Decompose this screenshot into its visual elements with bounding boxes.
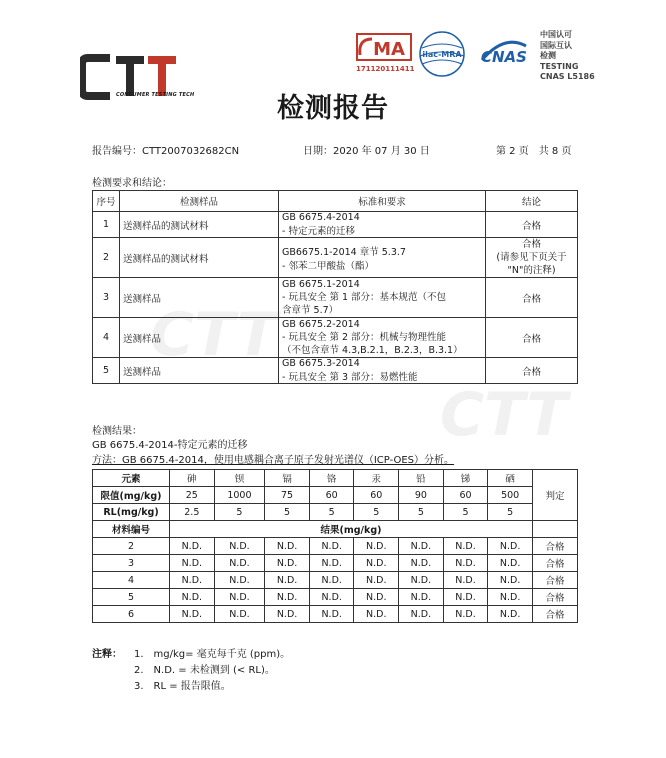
- cma-label: MA: [373, 39, 405, 60]
- limit-value: 25: [170, 487, 215, 504]
- rl-value: 5: [214, 504, 265, 521]
- rl-row: [93, 504, 578, 521]
- table-row: [93, 318, 578, 358]
- result-value: N.D.: [488, 589, 533, 606]
- row-standard: GB 6675.2-2014 - 玩具安全 第 2 部分：机械与物理性能 （不包含章节 4.3,B.2.1，B.2.3，B.3.1）: [279, 318, 486, 358]
- table-row: [93, 606, 578, 623]
- element-label: 元素: [93, 470, 170, 487]
- result-value: N.D.: [443, 589, 488, 606]
- result-value: N.D.: [265, 606, 310, 623]
- row-result: 合格: [486, 318, 578, 358]
- table-row: [93, 238, 578, 278]
- rl-value: 5: [488, 504, 533, 521]
- element-name: 汞: [354, 470, 399, 487]
- notes: [92, 647, 290, 695]
- row-standard: GB 6675.1-2014 - 玩具安全 第 1 部分：基本规范（不包 含章节 5.7）: [279, 278, 486, 318]
- results-method: 方法：GB 6675.4-2014，使用电感耦合离子原子发射光谱仪（ICP-OES）分析。: [92, 455, 455, 466]
- element-name: 硒: [488, 470, 533, 487]
- result-value: N.D.: [309, 589, 354, 606]
- limit-value: 1000: [214, 487, 265, 504]
- col-header: 序号: [93, 191, 120, 212]
- logo-tagline: CONSUMER TESTING TECH: [116, 92, 195, 98]
- judge-value: 合格: [533, 555, 578, 572]
- watermark: CTT: [440, 380, 568, 450]
- table-header-row: [93, 191, 578, 212]
- rl-value: 5: [443, 504, 488, 521]
- table-row: [93, 212, 578, 238]
- row-result: 合格: [486, 358, 578, 384]
- row-result: 合格 (请参见下页关于 "N"的注释): [486, 238, 578, 278]
- row-number: 5: [93, 358, 120, 384]
- ilac-logo: [416, 30, 468, 78]
- note-item: 1. mg/kg= 毫克每千克 (ppm)。: [134, 649, 291, 660]
- row-sample: 送测样品: [120, 358, 279, 384]
- result-value: N.D.: [488, 572, 533, 589]
- rl-value: 2.5: [170, 504, 215, 521]
- row-standard: GB6675.1-2014 章节 5.3.7 - 邻苯二甲酸盐（酯）: [279, 238, 486, 278]
- table-row: [93, 572, 578, 589]
- limit-label: 限值(mg/kg): [93, 487, 170, 504]
- material-number: 3: [93, 555, 170, 572]
- judge-value: 合格: [533, 589, 578, 606]
- judge-header: 判定: [533, 470, 578, 521]
- result-value: N.D.: [354, 538, 399, 555]
- row-number: 4: [93, 318, 120, 358]
- result-value: N.D.: [354, 555, 399, 572]
- watermark: CTT: [150, 300, 278, 370]
- material-number: 5: [93, 589, 170, 606]
- limit-value: 90: [399, 487, 444, 504]
- result-value: N.D.: [170, 555, 215, 572]
- row-standard: GB 6675.4-2014 - 特定元素的迁移: [279, 212, 486, 238]
- results-standard: GB 6675.4-2014-特定元素的迁移: [92, 440, 248, 451]
- result-value: N.D.: [399, 589, 444, 606]
- element-row: [93, 470, 578, 487]
- cnas-logo: [474, 30, 534, 72]
- row-number: 2: [93, 238, 120, 278]
- result-value: N.D.: [214, 572, 265, 589]
- result-value: N.D.: [354, 606, 399, 623]
- result-value: N.D.: [399, 538, 444, 555]
- rl-label: RL(mg/kg): [93, 504, 170, 521]
- result-header-row: [93, 521, 578, 538]
- table-row: [93, 358, 578, 384]
- empty-cell: [533, 521, 578, 538]
- row-result: 合格: [486, 212, 578, 238]
- row-sample: 送测样品的测试材料: [120, 238, 279, 278]
- result-value: N.D.: [265, 538, 310, 555]
- cma-logo: [356, 33, 412, 61]
- material-number: 2: [93, 538, 170, 555]
- ilac-label: ilac-MRA: [422, 50, 462, 59]
- element-name: 镉: [265, 470, 310, 487]
- row-number: 1: [93, 212, 120, 238]
- element-name: 砷: [170, 470, 215, 487]
- table-row: [93, 555, 578, 572]
- result-value: N.D.: [443, 606, 488, 623]
- table-row: [93, 589, 578, 606]
- result-value: N.D.: [443, 555, 488, 572]
- note-item: 3. RL = 报告限值。: [134, 681, 231, 692]
- rl-value: 5: [309, 504, 354, 521]
- result-value: N.D.: [309, 606, 354, 623]
- result-value: N.D.: [170, 538, 215, 555]
- result-value: N.D.: [443, 572, 488, 589]
- limit-value: 60: [443, 487, 488, 504]
- results-table: [92, 469, 578, 623]
- result-value: N.D.: [309, 538, 354, 555]
- result-value: N.D.: [354, 572, 399, 589]
- rl-value: 5: [265, 504, 310, 521]
- element-name: 锑: [443, 470, 488, 487]
- cnas-label: CNAS: [481, 48, 527, 66]
- limit-row: [93, 487, 578, 504]
- result-value: N.D.: [488, 606, 533, 623]
- row-result: 合格: [486, 278, 578, 318]
- row-number: 3: [93, 278, 120, 318]
- element-name: 铅: [399, 470, 444, 487]
- judge-value: 合格: [533, 572, 578, 589]
- page-title: 检测报告: [277, 93, 389, 124]
- result-value: N.D.: [214, 589, 265, 606]
- note-item: 2. N.D. = 未检测到 (< RL)。: [134, 665, 275, 676]
- rl-value: 5: [354, 504, 399, 521]
- result-value: N.D.: [214, 606, 265, 623]
- result-value: N.D.: [265, 589, 310, 606]
- result-label: 结果(mg/kg): [170, 521, 533, 538]
- result-value: N.D.: [214, 555, 265, 572]
- result-value: N.D.: [265, 555, 310, 572]
- result-value: N.D.: [265, 572, 310, 589]
- limit-value: 60: [309, 487, 354, 504]
- row-sample: 送测样品的测试材料: [120, 212, 279, 238]
- result-value: N.D.: [399, 606, 444, 623]
- judge-value: 合格: [533, 606, 578, 623]
- result-value: N.D.: [443, 538, 488, 555]
- result-value: N.D.: [488, 555, 533, 572]
- element-name: 钡: [214, 470, 265, 487]
- result-value: N.D.: [170, 589, 215, 606]
- col-header: 标准和要求: [279, 191, 486, 212]
- table-row: [93, 538, 578, 555]
- material-number: 6: [93, 606, 170, 623]
- judge-value: 合格: [533, 538, 578, 555]
- table-row: [93, 278, 578, 318]
- result-value: N.D.: [354, 589, 399, 606]
- limit-value: 500: [488, 487, 533, 504]
- requirements-table: [92, 190, 578, 384]
- material-number: 4: [93, 572, 170, 589]
- col-header: 结论: [486, 191, 578, 212]
- requirements-heading: 检测要求和结论：: [92, 178, 172, 189]
- result-value: N.D.: [170, 572, 215, 589]
- result-value: N.D.: [309, 572, 354, 589]
- report-number: 报告编号：CTT2007032682CN: [92, 146, 240, 157]
- material-label: 材料编号: [93, 521, 170, 538]
- results-heading: 检测结果：: [92, 426, 142, 437]
- result-value: N.D.: [170, 606, 215, 623]
- result-value: N.D.: [309, 555, 354, 572]
- notes-label: 注释：: [92, 649, 122, 660]
- col-header: 检测样品: [120, 191, 279, 212]
- result-value: N.D.: [488, 538, 533, 555]
- row-standard: GB 6675.3-2014 - 玩具安全 第 3 部分：易燃性能: [279, 358, 486, 384]
- cnas-text: 中国认可 国际互认 检测 TESTING CNAS L5186: [540, 30, 595, 81]
- limit-value: 75: [265, 487, 310, 504]
- result-value: N.D.: [214, 538, 265, 555]
- element-name: 铬: [309, 470, 354, 487]
- cma-number: 171120111411: [356, 65, 415, 73]
- page-number: 第 2 页 共 8 页: [496, 146, 572, 157]
- result-value: N.D.: [399, 555, 444, 572]
- row-sample: 送测样品: [120, 318, 279, 358]
- row-sample: 送测样品: [120, 278, 279, 318]
- result-value: N.D.: [399, 572, 444, 589]
- report-date: 日期：2020 年 07 月 30 日: [303, 146, 430, 157]
- rl-value: 5: [399, 504, 444, 521]
- limit-value: 60: [354, 487, 399, 504]
